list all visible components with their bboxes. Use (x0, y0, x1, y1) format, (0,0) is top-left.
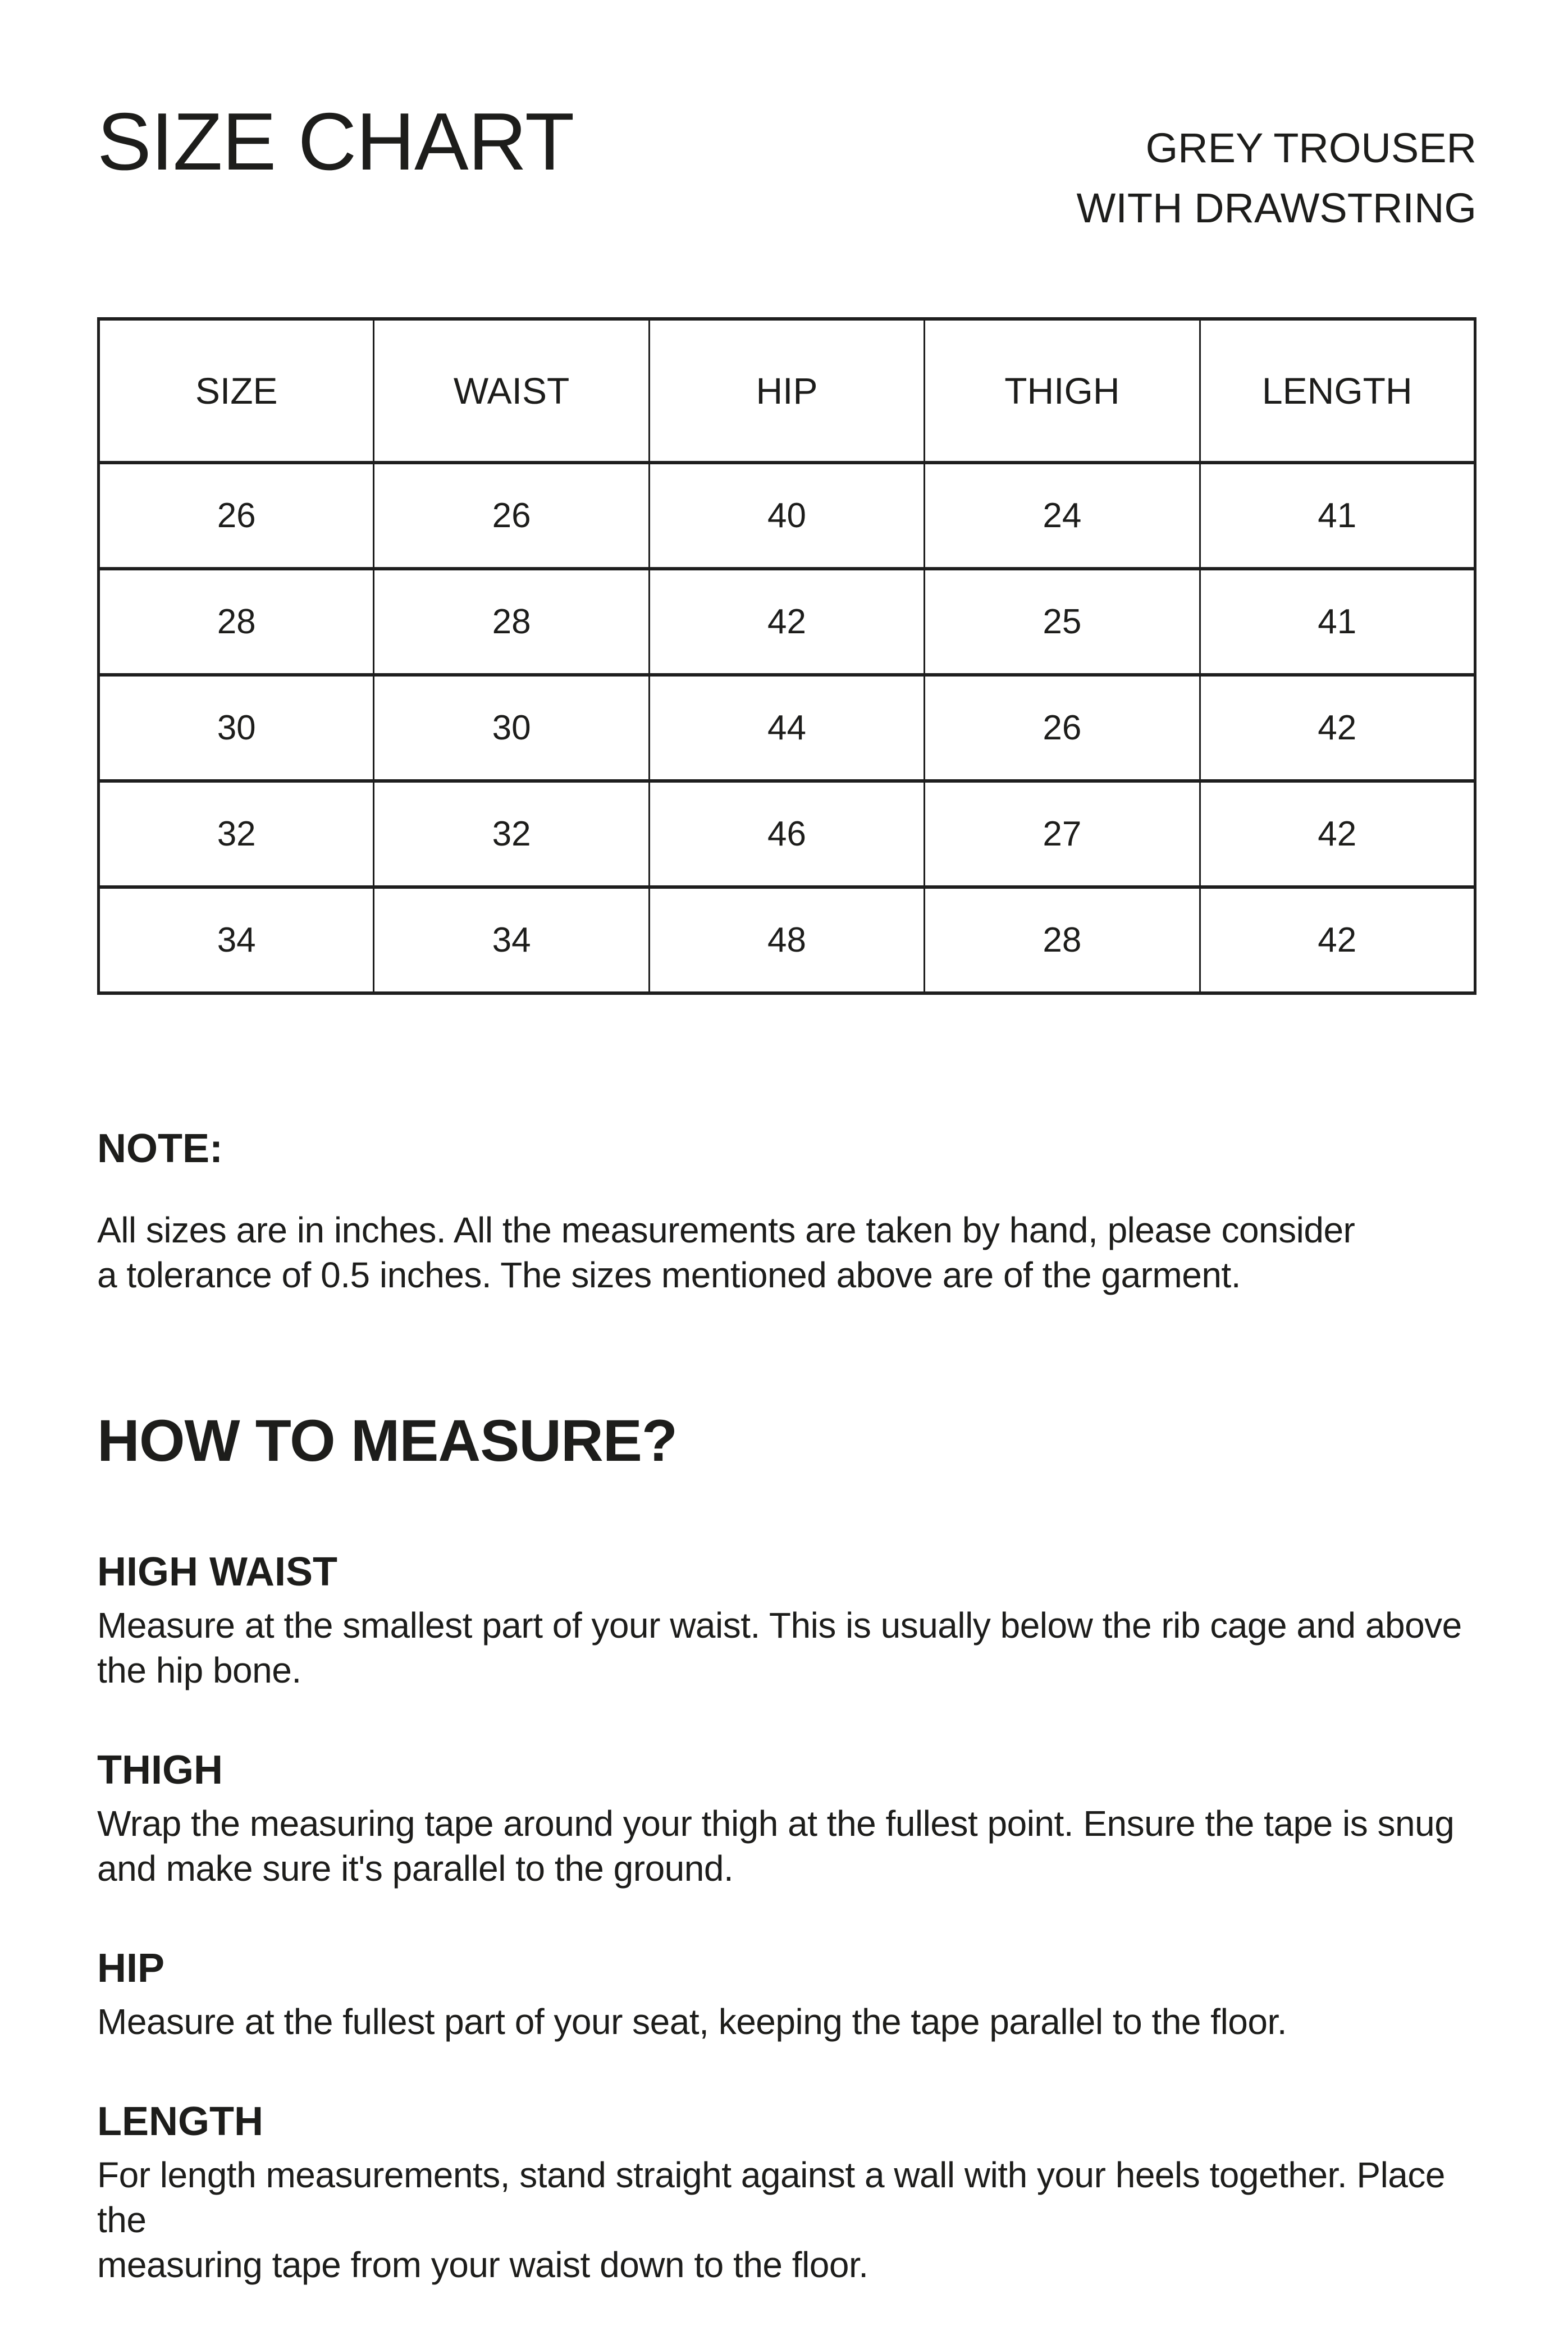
column-header-length: LENGTH (1200, 319, 1475, 463)
how-to-measure-heading: HOW TO MEASURE? (97, 1408, 678, 1474)
size-cell: 46 (649, 781, 924, 887)
size-cell: 24 (925, 463, 1200, 569)
size-table-head (99, 319, 1475, 463)
measure-section-line: Measure at the fullest part of your seat, keeping the tape parallel to the floor. (97, 2001, 1287, 2042)
size-cell: 30 (99, 675, 374, 781)
measure-section-heading: HIGH WAIST (97, 1550, 337, 1594)
note-line: a tolerance of 0.5 inches. The sizes mentioned above are of the garment. (97, 1255, 1241, 1295)
measure-section-heading: HIP (97, 1946, 165, 1991)
header-row (99, 319, 1475, 463)
measure-section-text (97, 1603, 1476, 1693)
size-cell: 44 (649, 675, 924, 781)
size-cell: 28 (374, 569, 649, 675)
table-row (99, 463, 1475, 569)
size-cell: 42 (1200, 887, 1475, 993)
size-cell: 32 (99, 781, 374, 887)
column-header-size: SIZE (99, 319, 374, 463)
size-cell: 26 (374, 463, 649, 569)
column-header-waist: WAIST (374, 319, 649, 463)
note-line: All sizes are in inches. All the measurements are taken by hand, please consider (97, 1210, 1355, 1250)
note-text (97, 1208, 1476, 1297)
page-header (97, 0, 1476, 238)
size-cell: 26 (925, 675, 1200, 781)
measure-section-heading: THIGH (97, 1748, 223, 1793)
size-cell: 30 (374, 675, 649, 781)
size-cell: 48 (649, 887, 924, 993)
measure-section-heading: LENGTH (97, 2099, 263, 2144)
product-subtitle (1076, 118, 1476, 238)
column-header-thigh: THIGH (925, 319, 1200, 463)
measure-section-text (97, 2152, 1476, 2287)
product-subtitle-line-1: GREY TROUSER (1145, 125, 1476, 171)
size-cell: 42 (649, 569, 924, 675)
size-cell: 42 (1200, 781, 1475, 887)
measure-section-hip (97, 1944, 1476, 2044)
note-heading: NOTE: (97, 1126, 223, 1171)
table-row (99, 675, 1475, 781)
measure-section-length (97, 2097, 1476, 2287)
table-row (99, 781, 1475, 887)
size-table (97, 317, 1476, 995)
size-cell: 28 (925, 887, 1200, 993)
size-cell: 42 (1200, 675, 1475, 781)
size-cell: 41 (1200, 463, 1475, 569)
measure-section-line: the hip bone. (97, 1650, 301, 1690)
size-cell: 40 (649, 463, 924, 569)
size-cell: 26 (99, 463, 374, 569)
measure-section-text (97, 1999, 1476, 2044)
table-row (99, 887, 1475, 993)
size-cell: 28 (99, 569, 374, 675)
column-header-hip: HIP (649, 319, 924, 463)
size-cell: 27 (925, 781, 1200, 887)
note-section (97, 1125, 1476, 1297)
measure-section-text (97, 1801, 1476, 1891)
measure-section-line: and make sure it's parallel to the ground. (97, 1848, 734, 1889)
product-subtitle-line-2: WITH DRAWSTRING (1076, 185, 1476, 231)
measure-sections (97, 1548, 1476, 2287)
measure-section-line: For length measurements, stand straight against a wall with your heels together. Place the (97, 2155, 1445, 2240)
size-cell: 34 (99, 887, 374, 993)
measure-section-line: Wrap the measuring tape around your thigh at the fullest point. Ensure the tape is snug (97, 1803, 1455, 1844)
measure-section-line: Measure at the smallest part of your waist. This is usually below the rib cage and above (97, 1605, 1462, 1646)
size-cell: 32 (374, 781, 649, 887)
measure-section-high-waist (97, 1548, 1476, 1693)
size-table-body (99, 463, 1475, 993)
size-cell: 34 (374, 887, 649, 993)
measure-section-thigh (97, 1746, 1476, 1891)
measure-section-line: measuring tape from your waist down to the floor. (97, 2245, 868, 2285)
table-row (99, 569, 1475, 675)
size-cell: 41 (1200, 569, 1475, 675)
size-cell: 25 (925, 569, 1200, 675)
page-title: SIZE CHART (97, 96, 574, 187)
